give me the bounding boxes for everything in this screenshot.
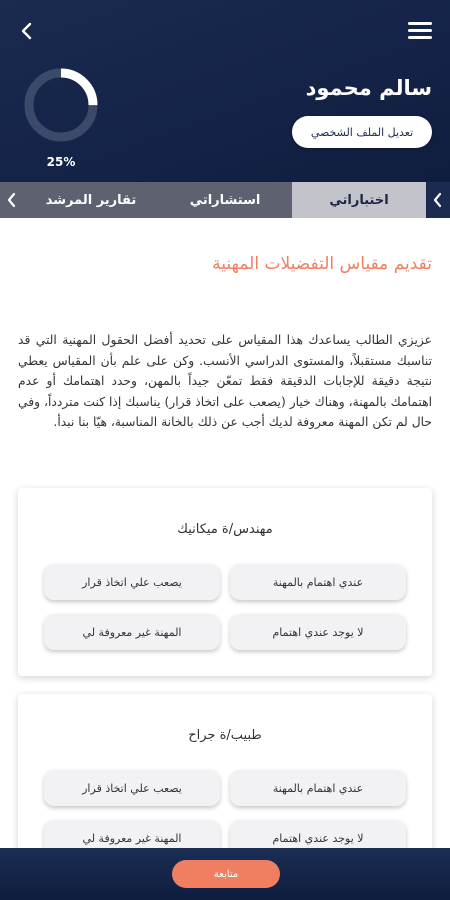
- profile-header: [0, 0, 450, 182]
- option-unknown-profession-button[interactable]: المهنة غير معروفة لي: [44, 614, 220, 650]
- footer-bar: [0, 848, 450, 900]
- question-title: طبيب/ة جراح: [188, 728, 262, 743]
- option-not-interested-button[interactable]: لا يوجد عندي اهتمام: [230, 820, 406, 856]
- option-undecided-button[interactable]: يصعب علي اتخاذ قرار: [44, 564, 220, 600]
- question-card: [18, 488, 432, 676]
- option-interested-button[interactable]: عندي اهتمام بالمهنة: [230, 564, 406, 600]
- option-not-interested-button[interactable]: لا يوجد عندي اهتمام: [230, 614, 406, 650]
- progress-percent: 25%: [46, 155, 76, 169]
- next-button[interactable]: متابعة: [172, 860, 280, 888]
- tab-consultations[interactable]: استشاراتي: [189, 192, 261, 208]
- option-undecided-button[interactable]: يصعب علي اتخاذ قرار: [44, 770, 220, 806]
- tab-tests[interactable]: اختباراتي: [292, 182, 426, 218]
- page-title: تقديم مقياس التفضيلات المهنية: [212, 254, 432, 274]
- tabs-scroll-left-icon[interactable]: [0, 182, 24, 218]
- user-name: سالم محمود: [305, 76, 432, 100]
- question-title: مهندس/ة ميكانيك: [177, 522, 273, 537]
- option-interested-button[interactable]: عندي اهتمام بالمهنة: [230, 770, 406, 806]
- tab-mentor-reports[interactable]: تقارير المرشد: [45, 192, 137, 208]
- test-content: [0, 218, 450, 900]
- menu-icon[interactable]: [408, 22, 432, 42]
- tab-bar: [0, 182, 450, 218]
- option-unknown-profession-button[interactable]: المهنة غير معروفة لي: [44, 820, 220, 856]
- edit-profile-button[interactable]: تعديل الملف الشخصي: [292, 116, 432, 148]
- tabs-scroll-right-icon[interactable]: [426, 182, 450, 218]
- progress-ring: [22, 66, 100, 144]
- back-arrow-icon[interactable]: [16, 20, 38, 42]
- intro-text: عزيزي الطالب يساعدك هذا المقياس على تحديد أفضل الحقول المهنية التي قد تناسبك مستقبلاً، والمستوى الدراسي الأنسب. وكن على علم بأن المقياس يعطي نتيجة دقيقة للإجابات الدقيقة فقط تمعّن جيداً بالمهن، وحدد اهتمامك أو عدم اهتمامك بالمهنة، وهناك خيار (يصعب على اتخاذ قرار) يناسبك إذا كنت متردداً، وفي حال لم تكن المهنة معروفة لديك أجب عن ذلك بالخانة المناسبة، هيّا بنا نبدأ.: [18, 333, 432, 429]
